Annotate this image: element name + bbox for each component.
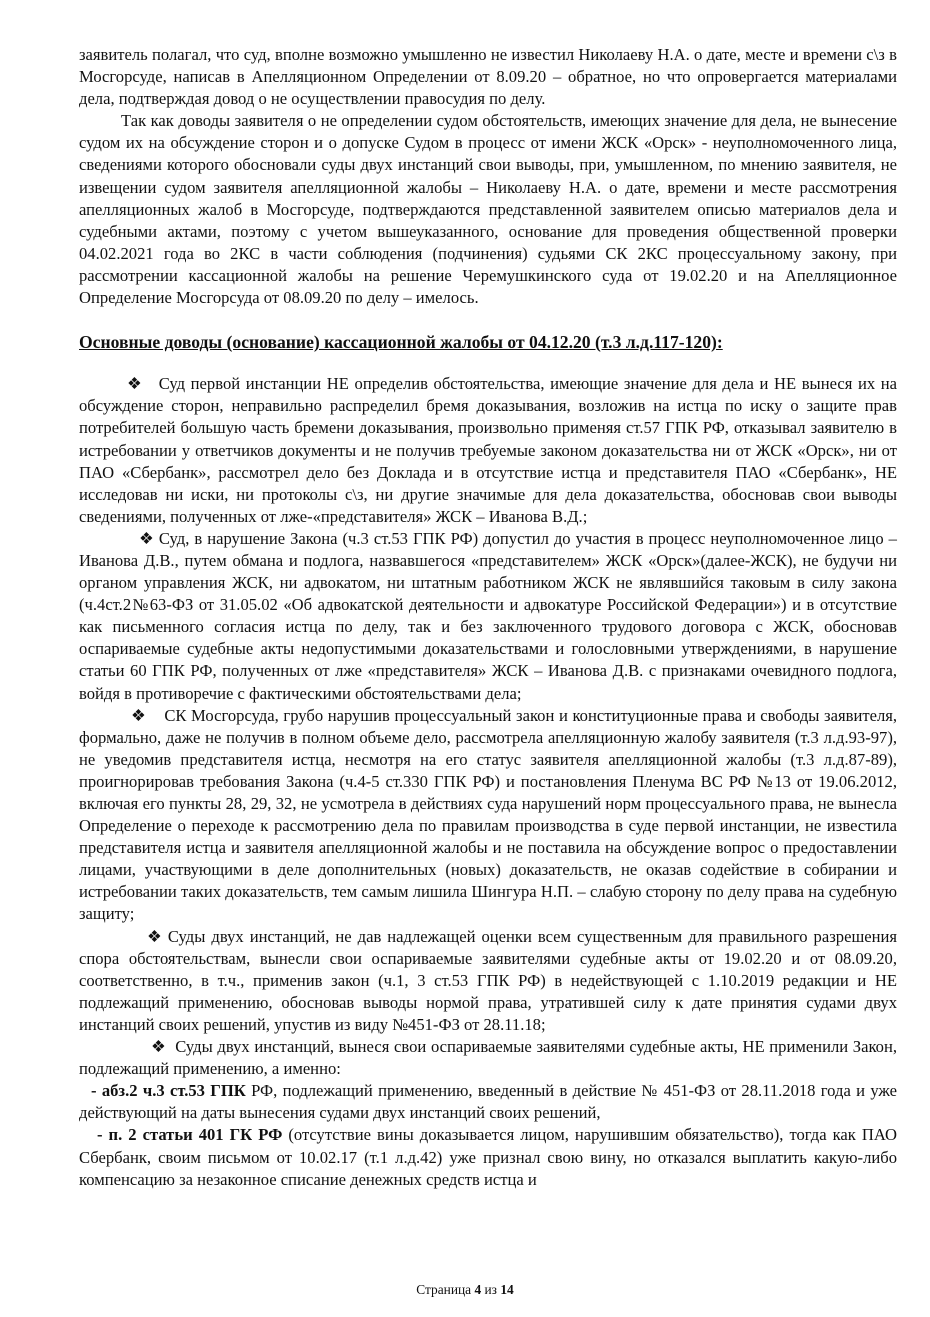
law-reference-text: (отсутствие вины доказывается лицом, нарушившим обязательство), тогда как ПАО Сбербанк, своим письмом от 10.02.17 (т.1 л.д.42) уже признал свою вину, но отказался выплатить какую-либо компенсацию за незаконное списание денежных средств истца и [79,1125,897,1189]
page-label: Страница [416,1282,475,1297]
law-reference-item [79,1124,897,1190]
list-item-text: Суд, в нарушение Закона (ч.3 ст.53 ГПК РФ) допустил до участия в процесс неуполномоченное лицо – Иванова Д.В., путем обмана и подлога, назвавшегося «представителем» ЖСК «Орск»(далее-ЖСК), не будучи ни органом управления ЖСК, ни адвокатом, ни штатным работником ЖСК не являвшийся таковым в силу закона (ч.4ст.2№63-ФЗ от 31.05.02 «Об адвокатской деятельности и адвокатуре Российской Федерации») и в отсутствие как письменного согласия истца по делу, так и без заключенного трудового договора с ЖСК, обосновав оспариваемые судебные акты недопустимыми доказательствами и голословными утверждениями, в нарушение статьи 60 ГПК РФ, полученных от лже «представителя» ЖСК – Иванова Д.В. с признаками очевидного подлога, войдя в противоречие с фактическими обстоятельствами дела; [79,528,897,703]
list-item-text: Суд первой инстанции НЕ определив обстоятельства, имеющие значение для дела и НЕ вынеся их на обсуждение сторон, неправильно распределил бремя доказывания, возложив на истца по иску о защите прав потребителей большую часть бремени доказывания, произвольно применяя ст.57 ГПК РФ, отказывал заявителю в истребовании у ответчиков документы и не получив требуемые законом доказательства ни от ЖСК «Орск», ни от ПАО «Сбербанк», рассмотрел дело без Доклада и в отсутствие истца и представителя ПАО «Сбербанк», НЕ исследовав ни иски, ни протоколы с\з, ни другие значимые для дела доказательства, обосновав свои выводы сведениями, полученных от лже-«представителя» ЖСК – Иванова В.Д.; [79,374,897,526]
diamond-bullet-icon: ❖ [131,705,146,725]
list-item-text: Суды двух инстанций, не дав надлежащей оценки всем существенным для правильного разрешения спора обстоятельствам, вынесли свои оспариваемые заявителями судебные акты от 19.02.20 и от 08.09.20, соответственно, в т.ч., применив закон (ч.1, 3 ст.53 ГПК РФ) в недействующей с 1.10.2019 редакции и НЕ подлежащий применению, обосновав выводы нормой права, утратившей силу к дате принятия судами двух инстанций своих решений, упустив из виду №451-ФЗ от 28.11.18; [79,926,897,1034]
law-reference-item [79,1080,897,1124]
list-item [79,705,897,926]
diamond-bullet-icon: ❖ [147,926,162,946]
diamond-bullet-icon: ❖ [139,528,154,548]
list-item [79,1036,897,1080]
law-reference-bold: - п. 2 статьи 401 ГК РФ [97,1125,283,1145]
list-item-text: СК Мосгорсуда, грубо нарушив процессуальный закон и конституционные права и свободы заявителя, формально, даже не получив в полном объеме дело, рассмотрела апелляционную жалобу заявителя (т.3 л.д.93-97), не уведомив представителя истца, несмотря на его статус заявителя апелляционной жалобы (т.3 л.д.87-89), проигнорировав требования Закона (ч.4-5 ст.330 ГПК РФ) и постановления Пленума ВС РФ №13 от 19.06.2012, включая его пункты 28, 29, 32, не усмотрела в действиях суда нарушений норм процессуального права, не вынесла Определение о переходе к рассмотрению дела по правилам производства в суде первой инстанции, не известила представителя истца и заявителя апелляционной жалобы и не поставила на обсуждение вопрос о предоставлении лицами, участвующими в деле дополнительных (новых) доказательств, не оказав содействие в собирании и истребовании таких доказательств, тем самым лишила Шингура Н.П. – слабую сторону по делу права на судебную защиту; [79,705,897,924]
law-reference-bold: - абз.2 ч.3 ст.53 ГПК [91,1081,246,1101]
law-reference-text: РФ, подлежащий применению, введенный в действие № 451-ФЗ от 28.11.2018 года и уже действующий на даты вынесения судами двух инстанций своих решений, [79,1081,898,1123]
list-item-text: Суды двух инстанций, вынеся свои оспариваемые заявителями судебные акты, НЕ применили Закон, подлежащий применению, а именно: [79,1037,898,1079]
list-item [79,926,897,1036]
page-footer [0,1282,930,1298]
diamond-bullet-icon: ❖ [127,374,142,394]
list-item [79,373,897,528]
paragraph-conclusion: Так как доводы заявителя о не определении судом обстоятельств, имеющих значение для дела, не вынесение судом их на обсуждение сторон и о допуске Судом в процесс от имени ЖСК «Орск» - неуполномоченного лица, сведениями которого обосновали суды двух инстанций свои выводы, при, умышленном, по мнению заявителя, не извещении судом заявителя апелляционной жалобы – Николаеву Н.А. о дате, времени и месте рассмотрения апелляционных жалоб в Мосгорсуде, подтверждаются представленной заявителем описью материалов дела и судебными актами, поэтому с учетом вышеуказанного, основание для проведения общественной проверки 04.02.2021 года во 2КС в части соблюдения (подчинения) судьями СК 2КС процессуальному закону, при рассмотрении кассационной жалобы на решение Черемушкинского суда от 19.02.20 и на Апелляционное Определение Мосгорсуда от 08.09.20 по делу – имелось. [79,111,897,308]
list-item [79,528,897,705]
paragraph-intro: заявитель полагал, что суд, вполне возможно умышленно не известил Николаеву Н.А. о дате, месте и времени с\з в Мосгорсуде, написав в Апелляционном Определении от 8.09.20 – обратное, но что опровергается материалами дела, подтверждая довод о не осуществлении правосудия по делу. [79,45,897,109]
page-number: 4 [474,1282,482,1297]
section-heading: Основные доводы (основание) кассационной жалобы от 04.12.20 (т.3 л.д.117-120): [79,332,723,353]
page-total: 14 [500,1282,514,1297]
document-page [79,44,897,1191]
page-separator: из [481,1282,501,1297]
diamond-bullet-icon: ❖ [151,1037,166,1057]
